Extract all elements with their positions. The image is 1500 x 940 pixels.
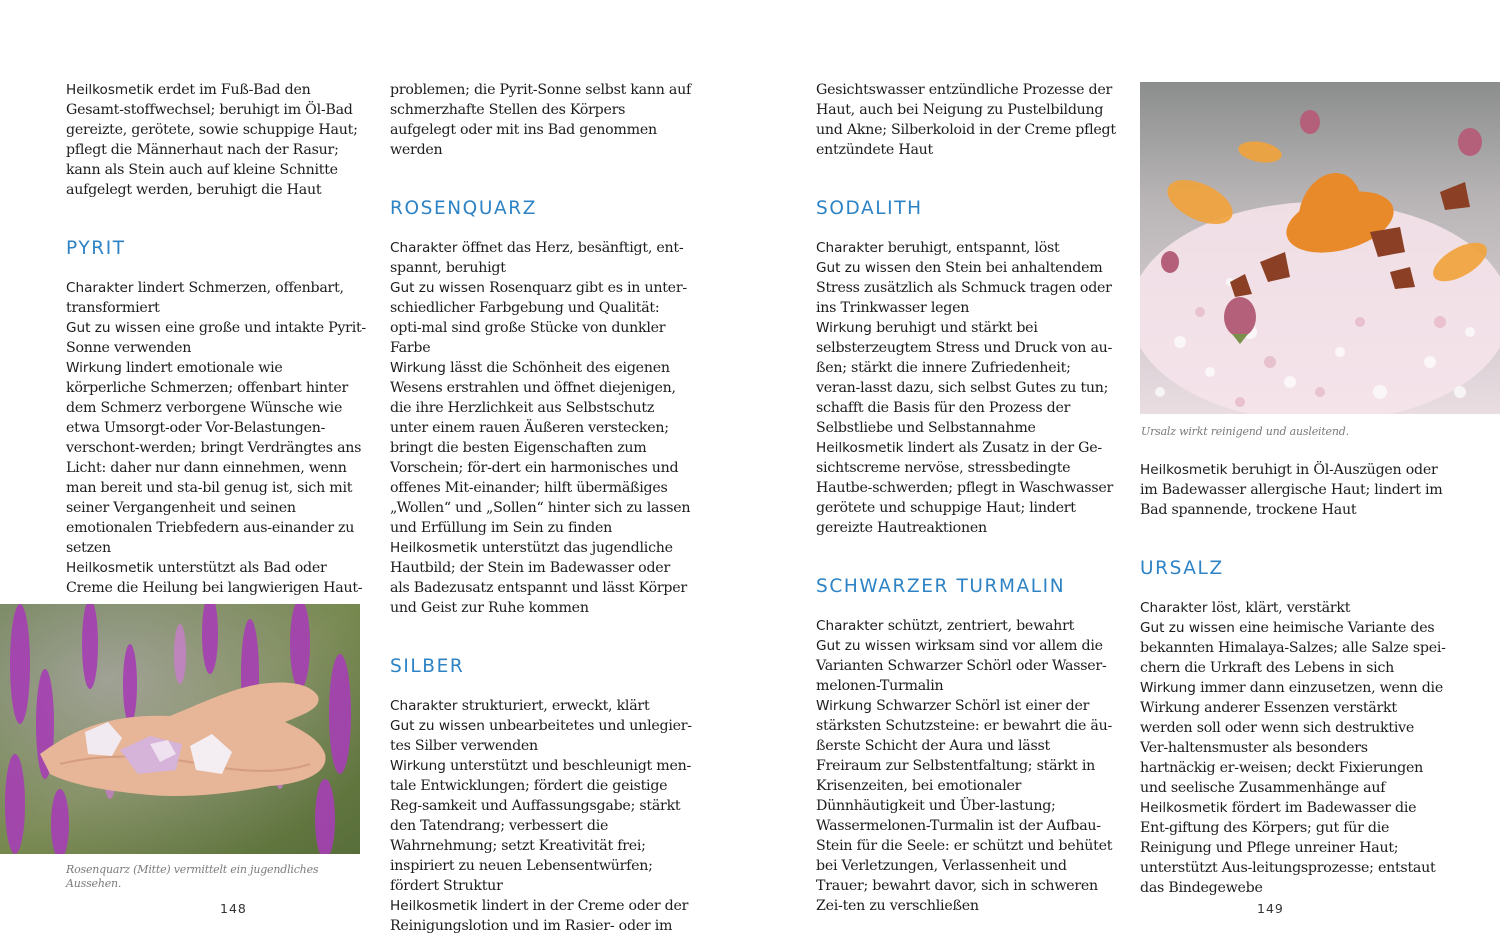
turmalin-wirkung: Wirkung Schwarzer Schörl ist einer der stärksten Schutzsteine: er bewahrt die äu-ßerste Schicht der Aura und lässt Freiraum zur Selbstentfaltung; stärkt in Krisenzeiten, bei emotionaler Dünnhäutigkeit und Über-lastung; Wassermelonen-Turmalin ist der Aufbau-Stein für die Seele: er schützt und behütet bei Verletzungen, Verlassenheit und Trauer; bewahrt davor, sich in schweren Zei-ten zu verschließen [816, 698, 1113, 914]
pyrit-wirkung: Wirkung lindert emotionale wie körperliche Schmerzen; offenbart hinter dem Schmerz verborgene Wünsche wie etwa Umsorgt-oder Vor-Belastungen-verschont-werden; bringt Verdrängtes ans Licht: daher nur dann einnehmen, wenn man bereit und sta-bil genug ist, sich mit seiner Vergangenheit und seinen emotionalen Triebfedern aus-einander zu setzen [66, 360, 362, 556]
heading-pyrit: PYRIT [66, 238, 126, 259]
heading-ursalz: URSALZ [1140, 558, 1224, 579]
pyrit-gut-zu-wissen: Gut zu wissen eine große und intakte Pyrit-Sonne verwenden [66, 320, 366, 356]
rosenquarz-caption: Rosenquarz (Mitte) vermittelt ein jugendliches Aussehen. [66, 863, 319, 890]
silber-wirkung: Wirkung unterstützt und beschleunigt men-tale Entwicklungen; fördert die geistige Reg-samkeit und Auffassungsgabe; stärkt den Tatendrang; verbessert die Wahrnehmung; setzt Kreativität frei; inspiriert zu neuen Lebensentwürfen; fördert Struktur [390, 758, 692, 894]
silber-charakter: Charakter strukturiert, erweckt, klärt [390, 698, 650, 714]
hand-with-crystals-photo [0, 604, 360, 854]
ursalz-gut-zu-wissen: Gut zu wissen eine heimische Variante des bekannten Himalaya-Salzes; alle Salze spei-chern die Urkraft des Lebens in sich [1140, 620, 1446, 676]
intro-paragraph: Heilkosmetik erdet im Fuß-Bad den Gesamt-stoffwechsel; beruhigt im Öl-Bad gereizte, gerötete, sowie schuppige Haut; pflegt die Männerhaut nach der Rasur; kann als Stein auch auf kleine Schnitte aufgelegt werden, beruhigt die Haut [66, 82, 358, 198]
silber-heilkosmetik: Heilkosmetik lindert in der Creme oder der Reinigungslotion und im Rasier- oder im [390, 898, 689, 934]
ursalz-heilkosmetik: Heilkosmetik fördert im Badewasser die Ent-giftung des Körpers; gut für die Reinigung und Pflege unreiner Haut; unterstützt Aus-leitungsprozesse; entstaut das Bindegewebe [1140, 800, 1436, 896]
heading-sodalith: SODALITH [816, 198, 923, 219]
turmalin-gut-zu-wissen: Gut zu wissen wirksam sind vor allem die Varianten Schwarzer Schörl oder Wasser-melonen-Turmalin [816, 638, 1107, 694]
column-2 [390, 80, 692, 936]
column-1 [66, 80, 366, 598]
column-3 [816, 80, 1116, 916]
heading-silber: SILBER [390, 656, 465, 677]
sodalith-gut-zu-wissen: Gut zu wissen den Stein bei anhaltendem Stress zusätzlich als Schmuck tragen oder ins Trinkwasser legen [816, 260, 1112, 316]
silber-continuation: Gesichtswasser entzündliche Prozesse der Haut, auch bei Neigung zu Pustelbildung und Akne; Silberkoloid in der Creme pflegt entzündete Haut [816, 82, 1116, 158]
column-4 [1140, 460, 1446, 898]
ursalz-wirkung: Wirkung immer dann einzusetzen, wenn die Wirkung anderer Essenzen verstärkt werden soll oder wenn sich destruktive Ver-haltensmuster als besonders hartnäckig er-weisen; deckt Fixierungen und seelische Zusammenhänge auf [1140, 680, 1443, 796]
rosenquarz-gut-zu-wissen: Gut zu wissen Rosenquarz gibt es in unter-schiedlicher Farbgebung und Qualität: opti-mal sind große Stücke von dunkler Farbe [390, 280, 687, 356]
page-number-right: 149 [1257, 901, 1284, 916]
ursalz-charakter: Charakter löst, klärt, verstärkt [1140, 600, 1351, 616]
sodalith-heilkosmetik: Heilkosmetik lindert als Zusatz in der Ge-sichtscreme nervöse, stressbedingte Hautbe-schwerden; pflegt in Waschwasser gerötete und schuppige Haut; lindert gereizte Hautreaktionen [816, 440, 1114, 536]
rosenquarz-heilkosmetik: Heilkosmetik unterstützt das jugendliche Hautbild; der Stein im Badewasser oder als Badezusatz entspannt und lässt Körper und Geist zur Ruhe kommen [390, 540, 687, 616]
ursalz-photo [1140, 82, 1500, 414]
rosenquarz-charakter: Charakter öffnet das Herz, besänftigt, ent-spannt, beruhigt [390, 240, 684, 276]
heading-schwarzer-turmalin: SCHWARZER TURMALIN [816, 576, 1066, 597]
silber-gut-zu-wissen: Gut zu wissen unbearbeitetes und unlegier-tes Silber verwenden [390, 718, 692, 754]
pyrit-charakter: Charakter lindert Schmerzen, offenbart, transformiert [66, 280, 344, 316]
label-heilkosmetik: Heilkosmetik [66, 82, 154, 98]
sodalith-wirkung: Wirkung beruhigt und stärkt bei selbsterzeugtem Stress und Druck von au-ßen; stärkt die innere Zufriedenheit; veran-lasst dazu, sich selbst Gutes zu tun; schafft die Basis für den Prozess der Selbstliebe und Selbstannahme [816, 320, 1113, 436]
ursalz-caption: Ursalz wirkt reinigend und ausleitend. [1141, 425, 1349, 438]
rosenquarz-photo [0, 604, 360, 854]
pyrit-continuation: problemen; die Pyrit-Sonne selbst kann auf schmerzhafte Stellen des Körpers aufgelegt oder mit ins Bad genommen werden [390, 82, 692, 158]
turmalin-charakter: Charakter schützt, zentriert, bewahrt [816, 618, 1075, 634]
heading-rosenquarz: ROSENQUARZ [390, 198, 537, 219]
page-number-left: 148 [220, 901, 247, 916]
salt-and-flowers-photo [1140, 82, 1500, 414]
sodalith-charakter: Charakter beruhigt, entspannt, löst [816, 240, 1060, 256]
pyrit-heilkosmetik: Heilkosmetik unterstützt als Bad oder Creme die Heilung bei langwierigen Haut- [66, 560, 363, 596]
rosenquarz-wirkung: Wirkung lässt die Schönheit des eigenen Wesens erstrahlen und öffnet diejenigen, die ihre Herzlichkeit aus Selbstschutz unter einem rauen Äußeren verstecken; bringt die besten Eigenschaften zum Vorschein; för-dert ein harmonisches und offenes Mit-einander; hilft übermäßiges „Wollen“ und „Sollen“ hinter sich zu lassen und Erfüllung im Sein zu finden [390, 360, 691, 536]
ursalz-intro-paragraph: Heilkosmetik beruhigt in Öl-Auszügen oder im Badewasser allergische Haut; lindert im Bad spannende, trockene Haut [1140, 462, 1443, 518]
